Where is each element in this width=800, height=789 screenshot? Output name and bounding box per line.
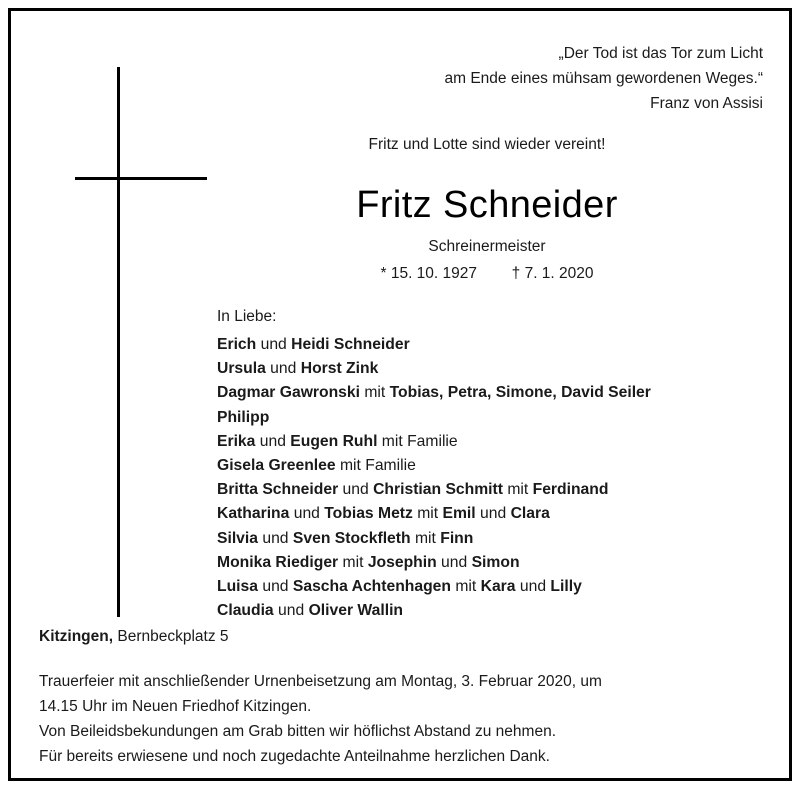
mourner-line [217,478,777,502]
mourner-connector: und [265,360,301,378]
mourner-name: Emil [442,505,476,523]
mourner-line [217,599,777,623]
quote-block [351,41,763,116]
cross-horizontal-bar [75,177,207,180]
mourner-name: Josephin [367,553,437,571]
mourner-line [217,381,777,405]
mourner-name: Luisa [217,578,258,596]
mourner-name: Claudia [217,602,274,620]
cross-vertical-bar [117,67,120,617]
quote-author: Franz von Assisi [650,95,763,112]
mourner-line [217,551,777,575]
mourner-connector: und [338,481,374,499]
mourner-line [217,406,777,430]
mourner-connector: und [289,505,325,523]
place-city: Kitzingen, [39,628,114,645]
mourner-name: Heidi Schneider [291,336,410,353]
mourner-connector: und [475,505,511,523]
mourner-connector: mit [450,578,481,596]
mourner-name: Philipp [217,408,270,426]
mourner-name: Eugen Ruhl [290,432,378,450]
mourner-name: Oliver Wallin [308,602,404,620]
mourner-connector: mit [412,505,443,523]
mourner-connector: mit Familie [335,457,416,475]
mourner-name: Lilly [550,578,582,596]
quote-line-2: am Ende eines mühsam gewordenen Weges.“ [444,70,763,87]
mourner-name: Erika [217,432,256,450]
mourner-name: Sven Stockfleth [292,529,411,547]
mourner-name: Tobias Metz [324,505,413,523]
mourner-name: Monika Riediger [217,553,339,571]
mourners-intro: In Liebe: [217,308,277,325]
mourner-line [217,357,777,381]
mourner-connector: mit [410,529,441,547]
reunited-text: Fritz und Lotte sind wieder vereint! [368,136,606,153]
mourner-connector: mit Familie [377,432,458,450]
mourner-name: Tobias, Petra, Simone, David Seiler [389,384,651,402]
mourner-name: Erich [217,336,257,353]
funeral-notice [39,669,759,769]
mourner-name: Ursula [217,360,266,378]
mourner-name: Christian Schmitt [373,481,503,499]
mourner-line [217,527,777,551]
mourner-line [217,430,777,454]
mourner-line [217,333,777,357]
mourner-name: Kara [480,578,516,596]
mourner-name: Ferdinand [532,481,609,499]
mourner-name: Katharina [217,505,290,523]
mourner-name: Gisela Greenlee [217,457,336,475]
quote-line-1: „Der Tod ist das Tor zum Licht [558,45,763,62]
mourner-connector: und [255,432,291,450]
mourner-connector: und [436,553,472,571]
mourner-connector: und [515,578,551,596]
mourner-name: Silvia [217,529,258,547]
mourner-connector: und [256,336,292,353]
mourner-connector: mit [359,384,390,402]
place-street: Bernbeckplatz 5 [117,628,229,645]
mourner-line [217,575,777,599]
mourner-connector: mit [338,553,368,571]
notice-line-4: Für bereits erwiesene und noch zugedachte Anteilnahme herzlichen Dank. [39,748,550,765]
mourner-name: Sascha Achtenhagen [292,578,451,596]
mourner-line [217,502,777,526]
birth-date: * 15. 10. 1927 [380,265,478,282]
mourner-name: Dagmar Gawronski [217,384,360,402]
deceased-profession: Schreinermeister [428,238,546,255]
mourner-connector: und [258,529,293,547]
mourners-list [217,333,777,623]
mourner-name: Horst Zink [300,360,379,378]
mourner-connector: und [273,602,309,620]
notice-line-3: Von Beileidsbekundungen am Grab bitten wir höflichst Abstand zu nehmen. [39,723,556,740]
mourner-name: Clara [510,505,550,523]
mourner-name: Britta Schneider [217,481,339,499]
mourner-connector: und [257,578,293,596]
mourner-name: Simon [471,553,520,571]
notice-line-1: Trauerfeier mit anschließender Urnenbeisetzung am Montag, 3. Februar 2020, um [39,673,602,690]
obituary-content [11,11,789,778]
death-date: † 7. 1. 2020 [511,265,594,282]
deceased-name: Fritz Schneider [356,184,618,226]
place-line [39,628,229,646]
mourner-line [217,454,777,478]
mourner-name: Finn [440,529,474,547]
life-dates [211,265,763,283]
notice-line-2: 14.15 Uhr im Neuen Friedhof Kitzingen. [39,698,312,715]
mourner-connector: mit [502,481,533,499]
